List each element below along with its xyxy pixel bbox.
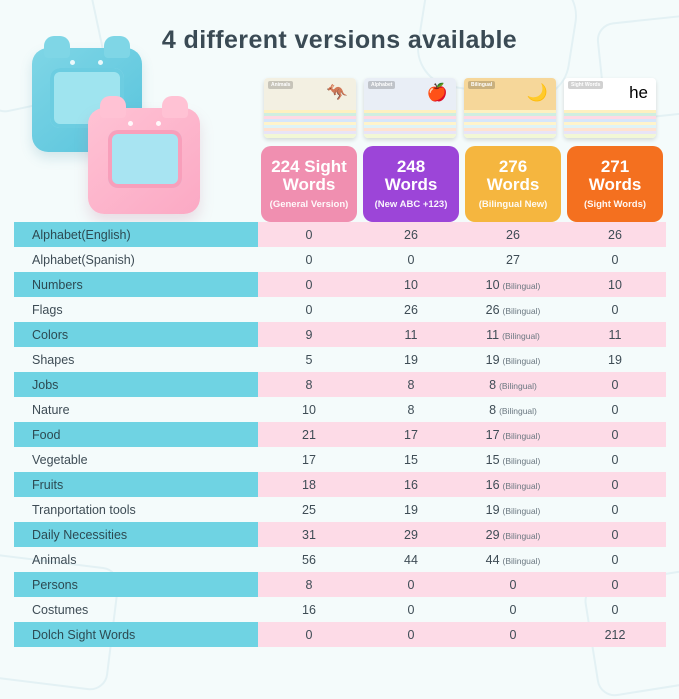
- cell-value: 19 (Bilingual): [485, 502, 541, 517]
- cell-note: (Bilingual): [502, 355, 541, 366]
- cell-value: 56: [302, 552, 316, 567]
- cell-value: 0: [611, 302, 619, 317]
- cell-value: 19: [608, 352, 622, 367]
- card-face: [364, 78, 456, 112]
- cell-value: 0: [611, 602, 619, 617]
- row-label: Alphabet(Spanish): [32, 252, 135, 267]
- cell-value: 10: [360, 272, 462, 297]
- device-eye-left: [70, 60, 75, 65]
- card-stack: [464, 78, 556, 138]
- cell-note: (Bilingual): [499, 405, 537, 416]
- cell-value: 31: [258, 522, 360, 547]
- cell-value: 0: [462, 622, 564, 647]
- apple-icon: 🍎: [426, 83, 448, 102]
- row-label: Numbers: [14, 272, 258, 297]
- cell-value: 16: [360, 472, 462, 497]
- column-subtitle: (Sight Words): [583, 198, 647, 210]
- card-stack: [264, 78, 356, 138]
- cell-value: 0: [564, 572, 666, 597]
- version-comparison-matrix: [14, 146, 666, 647]
- card-badge: Animals: [268, 81, 293, 89]
- table-row: [14, 422, 666, 447]
- row-label: Jobs: [14, 372, 258, 397]
- cell-value: 10 (Bilingual): [462, 272, 564, 297]
- cell-value: 44: [404, 552, 418, 567]
- cell-value: 9: [258, 322, 360, 347]
- cell-value: 0: [305, 252, 313, 267]
- device-ear-right: [162, 96, 188, 118]
- table-row: [14, 447, 666, 472]
- column-subtitle: (New ABC +123): [374, 198, 448, 210]
- cell-value: 11: [360, 322, 462, 347]
- column-header-1: [258, 146, 360, 222]
- row-label: Colors: [14, 322, 258, 347]
- table-row: [14, 622, 666, 647]
- cell-value: 44 (Bilingual): [485, 552, 541, 567]
- table-row: [14, 322, 666, 347]
- column-count: 271: [600, 157, 630, 177]
- cell-value: 8 (Bilingual): [489, 402, 537, 417]
- table-row: [14, 247, 666, 272]
- cell-note: (Bilingual): [499, 380, 537, 391]
- cell-value: 16: [302, 602, 316, 617]
- cell-value: 26: [462, 222, 564, 247]
- column-count-line2: Words: [588, 175, 642, 194]
- cell-value: 8: [407, 402, 415, 417]
- cell-value: 0: [564, 522, 666, 547]
- column-count: 248: [396, 157, 426, 177]
- cell-note: (Bilingual): [502, 305, 541, 316]
- table-row: [14, 297, 666, 322]
- word-icon: he: [629, 83, 648, 102]
- cell-value: 16 (Bilingual): [462, 472, 564, 497]
- column-count: 276: [498, 157, 528, 177]
- page-title: 4 different versions available: [161, 26, 518, 54]
- cell-value: 8 (Bilingual): [462, 372, 564, 397]
- table-row: [14, 497, 666, 522]
- table-row: [14, 522, 666, 547]
- cell-value: 0: [407, 252, 415, 267]
- cell-value: 8: [258, 372, 360, 397]
- card-layers: [264, 110, 356, 138]
- cell-value: 0: [611, 402, 619, 417]
- cell-value: 0: [564, 472, 666, 497]
- cell-note: (Bilingual): [502, 280, 541, 291]
- card-layers: [564, 110, 656, 138]
- row-label: Nature: [32, 402, 70, 417]
- column-count-line2: Words: [282, 175, 336, 194]
- card-face: [564, 78, 656, 112]
- card-layers: [464, 110, 556, 138]
- cell-value: 25: [302, 502, 316, 517]
- cell-value: 26: [404, 302, 418, 317]
- row-label: Vegetable: [32, 452, 88, 467]
- card-layers: [364, 110, 456, 138]
- row-label: Dolch Sight Words: [14, 622, 258, 647]
- cell-value: 0: [407, 602, 415, 617]
- column-count-line2: Words: [384, 175, 438, 194]
- cell-value: 27: [506, 252, 520, 267]
- row-label: Fruits: [14, 472, 258, 497]
- column-subtitle: (General Version): [269, 198, 349, 210]
- row-label: Shapes: [32, 352, 75, 367]
- cell-value: 18: [258, 472, 360, 497]
- cell-value: 0: [360, 622, 462, 647]
- cell-value: 11 (Bilingual): [462, 322, 564, 347]
- device-eye-right: [98, 60, 103, 65]
- device-eye-left: [128, 121, 133, 126]
- row-label: Alphabet(English): [14, 222, 258, 247]
- cell-value: 17: [360, 422, 462, 447]
- row-label: Daily Necessities: [14, 522, 258, 547]
- card-face: [264, 78, 356, 112]
- table-header: [14, 146, 666, 222]
- cell-value: 0: [305, 302, 313, 317]
- cell-note: (Bilingual): [502, 555, 541, 566]
- cell-value: 15 (Bilingual): [485, 452, 541, 467]
- cell-value: 29: [360, 522, 462, 547]
- table-row: [14, 372, 666, 397]
- row-label: Persons: [14, 572, 258, 597]
- cell-value: 212: [564, 622, 666, 647]
- table-body: [14, 222, 666, 647]
- table-row: [14, 397, 666, 422]
- cell-value: 0: [258, 272, 360, 297]
- cell-value: 21: [258, 422, 360, 447]
- column-header-3: [462, 146, 564, 222]
- device-ear-left: [44, 36, 70, 58]
- table-row: [14, 347, 666, 372]
- device-eye-right: [156, 121, 161, 126]
- cell-value: 26 (Bilingual): [485, 302, 541, 317]
- moon-icon: 🌙: [526, 83, 548, 102]
- card-badge: Alphabet: [368, 81, 395, 89]
- card-face: [464, 78, 556, 112]
- cell-value: 0: [611, 252, 619, 267]
- cell-value: 0: [462, 572, 564, 597]
- cell-value: 19: [404, 502, 418, 517]
- cell-note: (Bilingual): [502, 530, 541, 541]
- cell-value: 29 (Bilingual): [462, 522, 564, 547]
- comparison-table: [14, 146, 666, 647]
- cell-note: (Bilingual): [502, 430, 541, 441]
- cell-note: (Bilingual): [502, 505, 541, 516]
- device-ear-right: [104, 36, 130, 58]
- table-row: [14, 572, 666, 597]
- column-count: 224 Sight: [271, 157, 347, 177]
- cell-note: (Bilingual): [502, 455, 541, 466]
- cell-value: 0: [611, 552, 619, 567]
- cell-value: 19 (Bilingual): [485, 352, 541, 367]
- cell-value: 26: [564, 222, 666, 247]
- column-header-2: [360, 146, 462, 222]
- row-label: Flags: [32, 302, 63, 317]
- kangaroo-icon: 🦘: [326, 83, 348, 102]
- cell-value: 11: [564, 322, 666, 347]
- row-label: Tranportation tools: [32, 502, 136, 517]
- cell-value: 0: [564, 422, 666, 447]
- table-row: [14, 272, 666, 297]
- device-ear-left: [100, 96, 126, 118]
- card-badge: Bilingual: [468, 81, 495, 89]
- cell-note: (Bilingual): [502, 330, 540, 341]
- cell-value: 15: [404, 452, 418, 467]
- column-header-4: [564, 146, 666, 222]
- header-blank: [14, 146, 258, 222]
- row-label: Animals: [32, 552, 77, 567]
- cell-value: 0: [509, 602, 517, 617]
- cell-value: 10: [302, 402, 316, 417]
- cell-value: 19: [404, 352, 418, 367]
- table-row: [14, 222, 666, 247]
- cell-value: 0: [258, 222, 360, 247]
- cell-value: 26: [360, 222, 462, 247]
- card-stacks: [258, 78, 666, 146]
- cell-value: 17: [302, 452, 316, 467]
- column-count-line2: Words: [486, 175, 540, 194]
- cell-value: 8: [258, 572, 360, 597]
- cell-value: 10: [564, 272, 666, 297]
- table-row: [14, 597, 666, 622]
- cell-value: 17 (Bilingual): [462, 422, 564, 447]
- cell-value: 0: [258, 622, 360, 647]
- table-row: [14, 547, 666, 572]
- cell-value: 0: [564, 372, 666, 397]
- cell-note: (Bilingual): [502, 480, 541, 491]
- column-subtitle: (Bilingual New): [478, 198, 548, 210]
- cell-value: 5: [305, 352, 313, 367]
- row-label: Costumes: [32, 602, 89, 617]
- cell-value: 0: [611, 502, 619, 517]
- cell-value: 8: [360, 372, 462, 397]
- cell-value: 0: [360, 572, 462, 597]
- card-stack: [564, 78, 656, 138]
- row-label: Food: [14, 422, 258, 447]
- table-row: [14, 472, 666, 497]
- card-badge: Sight Words: [568, 81, 603, 89]
- card-stack: [364, 78, 456, 138]
- cell-value: 0: [611, 452, 619, 467]
